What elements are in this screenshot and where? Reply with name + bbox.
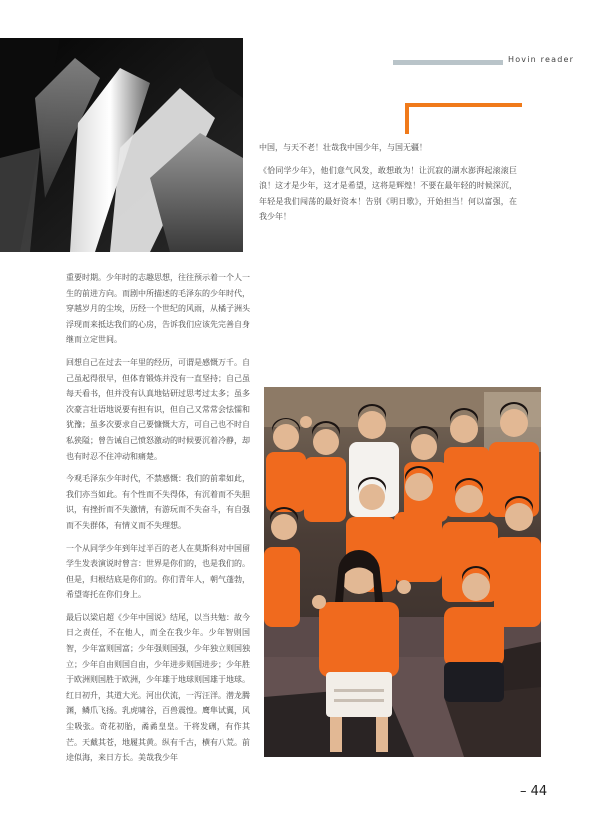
paragraph: 最后以梁启超《少年中国说》结尾，以当共勉：故今日之责任，不在他人，而全在我少年。少年智则国智，少年富则国富；少年强则国强，少年独立则国独立；少年自由则国自由，少年进步则国进步；少年胜于欧洲则国胜于欧洲，少年雄于地球则国雄于地球。红日初升，其道大光。河出伏流，一泻汪洋。潜龙腾渊，鳞爪飞扬。乳虎啸谷，百兽震惶。鹰隼试翼，风尘吸张。奇花初胎，矞矞皇皇。干将发硎，有作其芒。天戴其苍，地履其黄。纵有千古，横有八荒。前途似海，来日方长。美哉我少年: [66, 612, 250, 763]
page-number-dash: –: [520, 784, 527, 799]
accent-line-vertical: [405, 103, 409, 134]
paragraph: 回想自己在过去一年里的经历，可谓是感慨万千。自己虽起得很早，但体育锻炼并没有一直坚持；自己虽每天看书，但并没有认真地钻研过思考过太多；虽多次豪言壮语地说要有担有识，但自己又常常会怯懦和犹豫；虽多次要求自己要慷慨大方，可自己也不时自私狭隘；曾告诫自己愤怒激动的时候要沉着冷静，却也有时忍不住冲动和痛楚。: [66, 357, 250, 461]
left-text-block: [66, 270, 250, 773]
top-text-block: [259, 140, 517, 232]
page-number: [520, 784, 547, 799]
accent-line-horizontal: [405, 103, 522, 107]
group-photo: [264, 387, 541, 757]
abstract-photo: [0, 38, 243, 252]
paragraph: 中国，与天不老！壮哉我中国少年，与国无疆！: [259, 143, 427, 152]
header-bar: [393, 60, 503, 65]
paragraph: 今观毛泽东少年时代，不禁感慨：我们的前辈如此，我们亦当如此。有个性而不失得体，有沉着而不失胆识，有挫折而不失激情，有游玩而不失奋斗，有自强而不失群体，有情义而不失理想。: [66, 474, 250, 530]
header-brand: Hovin reader: [508, 55, 575, 64]
paragraph: 《恰同学少年》，他们意气风发，敢想敢为！让沉寂的湖水澎湃起滚滚巨浪！这才是少年，这才是希望，这将是辉煌！不要在最年轻的时候深沉，年轻是我们闯荡的最好资本！告别《明日歌》，开始担当！何以富强，在我少年！: [259, 165, 517, 222]
paragraph: 一个从同学少年到年过半百的老人在莫斯科对中国留学生发表演说时曾言：世界是你们的，也是我们的。但是，归根结底是你们的。你们青年人，朝气蓬勃，希望寄托在你们身上。: [66, 543, 250, 600]
page-number-value: 44: [530, 784, 548, 799]
paragraph: 重要时期。少年时的志趣思想，往往预示着一个人一生的前进方向。而剧中所描述的毛泽东的少年时代，穿越岁月的尘埃，历经一个世纪的风雨，从橘子洲头浮现而来抵达我们的心房，告诉我们应该先完善自身继而立定世间。: [66, 273, 250, 345]
